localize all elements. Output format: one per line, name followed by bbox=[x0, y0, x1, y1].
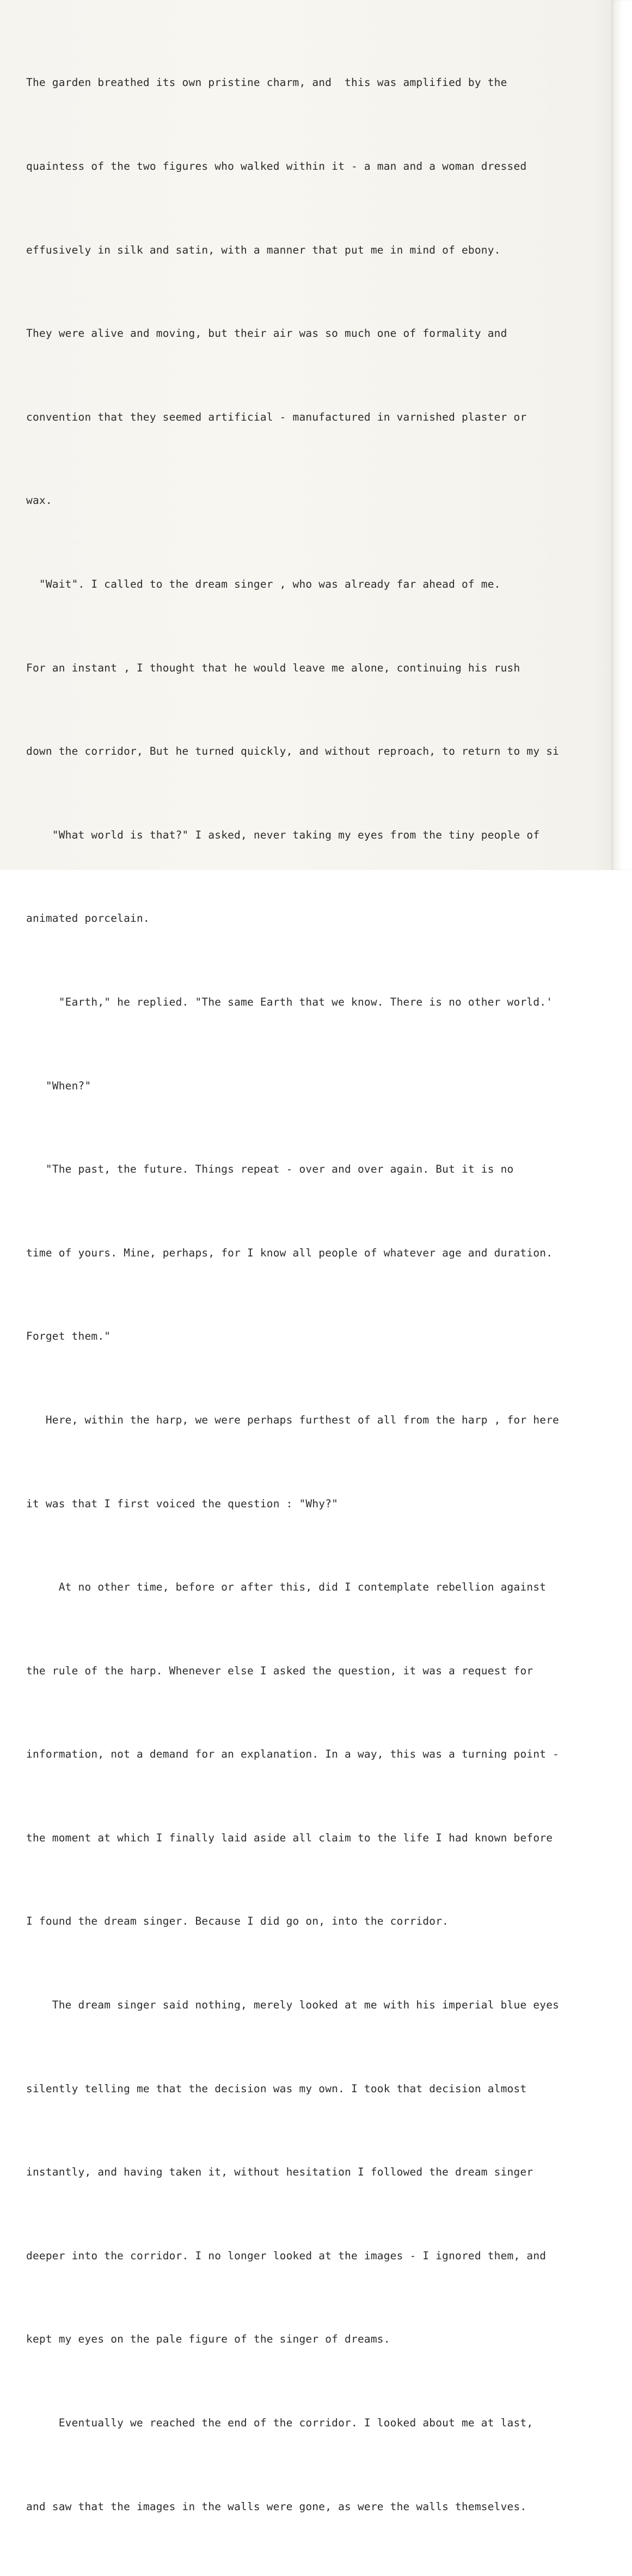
text-line: information, not a demand for an explanation. In a way, this was a turning point - bbox=[26, 1748, 560, 1761]
text-line: "The past, the future. Things repeat - over and over again. But it is no bbox=[26, 1163, 514, 1176]
text-line: Eventually we reached the end of the corridor. I looked about me at last, bbox=[26, 2417, 533, 2430]
text-line: wax. bbox=[26, 494, 52, 507]
text-line: Here, within the harp, we were perhaps furthest of all from the harp , for here bbox=[26, 1413, 560, 1426]
text-line: quaintess of the two figures who walked within it - a man and a woman dressed bbox=[26, 160, 527, 172]
text-line: convention that they seemed artificial - manufactured in varnished plaster or bbox=[26, 410, 527, 423]
text-line: I found the dream singer. Because I did go on, into the corridor. bbox=[26, 1915, 449, 1928]
text-line: For an instant , I thought that he would leave me alone, continuing his rush bbox=[26, 661, 520, 674]
text-line: The dream singer said nothing, merely looked at me with his imperial blue eyes bbox=[26, 1999, 560, 2012]
text-line: "When?" bbox=[26, 1079, 91, 1092]
text-line: instantly, and having taken it, without hesitation I followed the dream singer bbox=[26, 2166, 533, 2179]
text-line: deeper into the corridor. I no longer looked at the images - I ignored them, and bbox=[26, 2249, 547, 2262]
text-line: They were alive and moving, but their air was so much one of formality and bbox=[26, 327, 507, 340]
text-line: it was that I first voiced the question : "Why?" bbox=[26, 1497, 339, 1510]
text-line: and saw that the images in the walls were gone, as were the walls themselves. bbox=[26, 2500, 527, 2513]
text-line: effusively in silk and satin, with a manner that put me in mind of ebony. bbox=[26, 243, 501, 256]
text-line: At no other time, before or after this, did I contemplate rebellion against bbox=[26, 1581, 547, 1594]
text-line: the rule of the harp. Whenever else I asked the question, it was a request for bbox=[26, 1664, 533, 1677]
typed-text-body bbox=[26, 13, 625, 2576]
text-line: Forget them." bbox=[26, 1330, 111, 1343]
text-line: "What world is that?" I asked, never taking my eyes from the tiny people of bbox=[26, 828, 540, 841]
text-line: animated porcelain. bbox=[26, 912, 150, 925]
text-line: down the corridor, But he turned quickly, and without reproach, to return to my si bbox=[26, 745, 560, 758]
text-line: The garden breathed its own pristine charm, and this was amplified by the bbox=[26, 76, 507, 89]
text-line: "Earth," he replied. "The same Earth that we know. There is no other world.' bbox=[26, 995, 553, 1008]
text-line: time of yours. Mine, perhaps, for I know all people of whatever age and duration. bbox=[26, 1246, 553, 1259]
text-line: "Wait". I called to the dream singer , who was already far ahead of me. bbox=[26, 577, 501, 590]
text-line: the moment at which I finally laid aside all claim to the life I had known before bbox=[26, 1831, 553, 1844]
text-line: kept my eyes on the pale figure of the singer of dreams. bbox=[26, 2333, 390, 2346]
text-line: silently telling me that the decision was my own. I took that decision almost bbox=[26, 2082, 527, 2095]
